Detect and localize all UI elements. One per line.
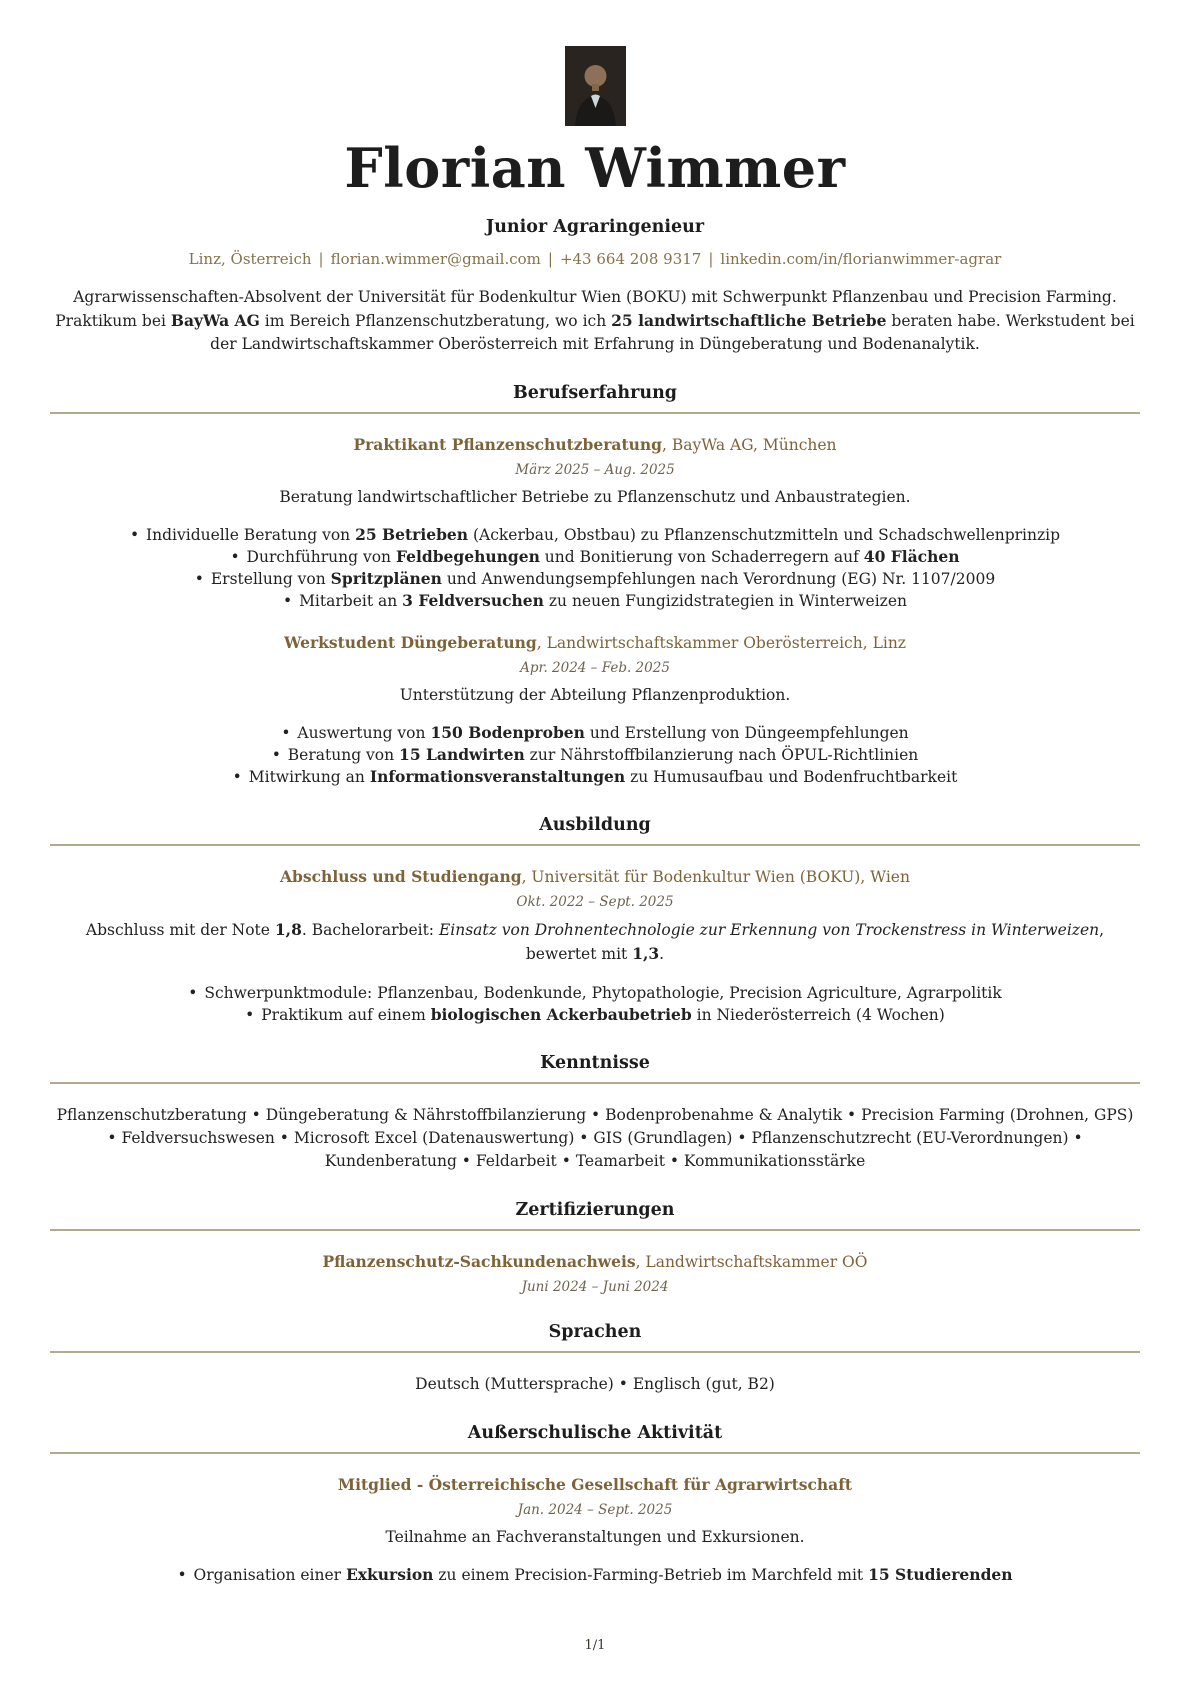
text-segment: in Niederösterreich (4 Wochen) — [691, 1005, 945, 1024]
text-segment: Feldbegehungen — [395, 547, 540, 567]
sections — [50, 383, 1140, 1586]
section-kenntnisse — [50, 1053, 1140, 1174]
contact-location: Linz, Österreich — [188, 249, 312, 268]
bullet-item — [50, 766, 1140, 788]
text-segment: 15 Studierenden — [868, 1565, 1013, 1585]
text-segment: 150 Bodenproben — [430, 723, 585, 743]
contact-email[interactable]: florian.wimmer@gmail.com — [330, 249, 541, 268]
entry-description — [50, 1526, 1140, 1549]
text-segment: Agrarwissenschaften-Absolvent der Universität für Bodenkultur Wien (BOKU) mit Schwerpunkt Pflanzenbau und Precision Farming. Praktikum bei — [55, 287, 1117, 330]
text-segment: und Bonitierung von Schaderregern auf — [539, 548, 864, 567]
bullet-icon: • — [282, 592, 298, 611]
entry-date: Okt. 2022 – Sept. 2025 — [516, 894, 674, 910]
bullet-item — [50, 590, 1140, 612]
bullet-icon: • — [188, 983, 203, 1002]
contact-separator: | — [547, 249, 553, 268]
text-segment: zur Nährstoffbilanzierung nach ÖPUL-Richtlinien — [524, 746, 919, 765]
entry-title — [50, 434, 1140, 457]
text-segment: und Erstellung von Düngeempfehlungen — [584, 724, 909, 743]
bullet-list — [50, 524, 1140, 612]
entry-title-text: Abschluss und Studiengang — [280, 867, 522, 887]
text-segment: Durchführung von — [246, 548, 396, 567]
section-sprachen — [50, 1322, 1140, 1396]
summary-text — [50, 286, 1140, 357]
bullet-icon: • — [232, 768, 247, 787]
text-segment: Individuelle Beratung von — [146, 526, 356, 545]
entry-title — [50, 1251, 1140, 1274]
entry-title — [50, 866, 1140, 889]
bullet-icon: • — [177, 1566, 192, 1585]
entry — [50, 1474, 1140, 1586]
section-divider — [50, 1452, 1140, 1454]
text-segment: Abschluss mit der Note — [85, 921, 275, 939]
person-job-title: Junior Agraringenieur — [485, 216, 705, 237]
section-au-erschulische-aktivit-t — [50, 1423, 1140, 1586]
text-segment: zu einem Precision-Farming-Betrieb im Marchfeld mit — [433, 1566, 869, 1585]
text-segment: beraten habe. Werkstudent bei der Landwirtschaftskammer Oberösterreich mit Erfahrung in Düngeberatung und Bodenanalytik. — [210, 311, 1135, 354]
entry-date: März 2025 – Aug. 2025 — [515, 462, 675, 479]
entry — [50, 866, 1140, 1025]
text-segment: 1,8 — [274, 920, 302, 939]
text-segment: Mitwirkung an — [248, 768, 370, 787]
entry — [50, 1373, 1140, 1396]
text-segment: 40 Flächen — [863, 547, 960, 567]
text-segment: 3 Feldversuchen — [402, 591, 544, 611]
text-segment: biologischen Ackerbaubetrieb — [430, 1004, 692, 1024]
entry-description — [50, 486, 1140, 509]
entry-title-text: Praktikant Pflanzenschutzberatung — [353, 435, 662, 455]
bullet-icon: • — [129, 526, 145, 545]
section-heading: Berufserfahrung — [512, 383, 678, 404]
section-divider — [50, 1229, 1140, 1231]
text-segment: Teilnahme an Fachveranstaltungen und Exkursionen. — [385, 1527, 805, 1546]
entry-date: Jan. 2024 – Sept. 2025 — [517, 1501, 673, 1518]
entry-subtitle: , Landwirtschaftskammer OÖ — [635, 1253, 868, 1272]
portrait-photo — [565, 46, 626, 126]
bullet-item — [50, 1004, 1140, 1026]
text-segment: Pflanzenschutzberatung • Düngeberatung & Nährstoffbilanzierung • Bodenprobenahme & Analytik • Precision Farming (Drohnen, GPS) • Feldversuchswesen • Microsoft Excel (Datenauswertung) • GIS (Grundlagen) • Pflanzenschutzrecht (EU-Verordnungen) • Kundenberatung • Feldarbeit • Teamarbeit • Kommunikationsstärke — [56, 1105, 1134, 1170]
entry-title — [50, 632, 1140, 655]
bullet-item — [50, 722, 1140, 744]
section-divider — [50, 1082, 1140, 1084]
text-segment: zu Humusaufbau und Bodenfruchtbarkeit — [625, 768, 958, 787]
text-segment: 25 landwirtschaftliche Betriebe — [611, 310, 887, 330]
text-segment: BayWa AG — [170, 310, 260, 330]
bullet-icon: • — [230, 548, 245, 567]
text-segment: Deutsch (Muttersprache) • Englisch (gut, B2) — [415, 1374, 775, 1393]
bullet-icon: • — [271, 746, 286, 765]
section-zertifizierungen — [50, 1200, 1140, 1295]
text-segment: 25 Betrieben — [355, 525, 469, 545]
entry-description — [50, 684, 1140, 707]
entry-subtitle: , BayWa AG, München — [662, 436, 837, 455]
bullet-list — [50, 722, 1140, 788]
text-segment: 1,3 — [632, 944, 660, 964]
text-segment: und Anwendungsempfehlungen nach Verordnung (EG) Nr. 1107/2009 — [441, 570, 996, 589]
text-segment: Auswertung von — [297, 724, 431, 743]
bullet-icon: • — [194, 570, 209, 589]
entry-title-text: Werkstudent Düngeberatung — [284, 633, 537, 653]
bullet-item — [50, 744, 1140, 766]
entry-title — [50, 1474, 1140, 1497]
entry-subtitle: , Landwirtschaftskammer Oberösterreich, Linz — [536, 634, 906, 653]
text-segment: Unterstützung der Abteilung Pflanzenproduktion. — [399, 686, 791, 705]
bullet-icon: • — [281, 724, 296, 743]
entry-description — [50, 1373, 1140, 1396]
text-segment: Mitarbeit an — [299, 592, 403, 611]
contact-line — [50, 250, 1140, 268]
section-divider — [50, 412, 1140, 414]
entry — [50, 1104, 1140, 1174]
text-segment: Beratung landwirtschaftlicher Betriebe zu Pflanzenschutz und Anbaustrategien. — [279, 488, 911, 507]
contact-separator: | — [318, 249, 324, 268]
entry-subtitle: , Universität für Bodenkultur Wien (BOKU), Wien — [521, 868, 910, 887]
text-segment: Organisation einer — [193, 1566, 346, 1585]
section-heading: Außerschulische Aktivität — [467, 1423, 723, 1444]
section-heading: Kenntnisse — [540, 1052, 650, 1073]
text-segment: zu neuen Fungizidstrategien in Winterweizen — [543, 592, 907, 611]
section-heading: Sprachen — [548, 1321, 642, 1342]
section-heading: Zertifizierungen — [515, 1200, 675, 1221]
bullet-list — [50, 982, 1140, 1026]
section-ausbildung — [50, 815, 1140, 1025]
text-segment: 15 Landwirten — [399, 745, 525, 765]
entry — [50, 1251, 1140, 1295]
text-segment: . — [659, 945, 665, 964]
contact-phone: +43 664 208 9317 — [559, 249, 702, 268]
text-segment: im Bereich Pflanzenschutzberatung, wo ich — [259, 311, 612, 330]
text-segment: Erstellung von — [210, 570, 331, 589]
bullet-item — [50, 524, 1140, 546]
entry-description — [50, 918, 1140, 967]
entry-date: Apr. 2024 – Feb. 2025 — [520, 660, 670, 677]
bullet-item — [50, 982, 1140, 1004]
entry-date: Juni 2024 – Juni 2024 — [521, 1278, 669, 1295]
text-segment: Beratung von — [287, 746, 400, 765]
contact-linkedin[interactable]: linkedin.com/in/florianwimmer-agrar — [720, 249, 1002, 268]
bullet-item — [50, 546, 1140, 568]
text-segment: Einsatz von Drohnentechnologie zur Erkennung von Trockenstress in Winterweizen — [438, 921, 1100, 939]
bullet-list — [50, 1564, 1140, 1586]
text-segment: Exkursion — [345, 1565, 434, 1585]
person-name: Florian Wimmer — [344, 136, 846, 200]
entry — [50, 434, 1140, 612]
bullet-item — [50, 1564, 1140, 1586]
section-divider — [50, 1351, 1140, 1353]
bullet-item — [50, 568, 1140, 590]
section-divider — [50, 844, 1140, 846]
entry-description — [50, 1104, 1140, 1174]
section-berufserfahrung — [50, 383, 1140, 788]
text-segment: Spritzplänen — [330, 569, 442, 589]
bullet-icon: • — [245, 1005, 260, 1024]
text-segment: Praktikum auf einem — [261, 1005, 431, 1024]
entry-title-text: Mitglied - Österreichische Gesellschaft für Agrarwirtschaft — [337, 1475, 853, 1495]
contact-separator: | — [708, 249, 714, 268]
page-number: 1/1 — [584, 1638, 606, 1653]
text-segment: , bewertet mit — [525, 921, 1105, 964]
entry-title-text: Pflanzenschutz-Sachkundenachweis — [322, 1252, 636, 1272]
text-segment: (Ackerbau, Obstbau) zu Pflanzenschutzmitteln und Schadschwellenprinzip — [468, 526, 1061, 545]
text-segment: . Bachelorarbeit: — [301, 921, 439, 939]
section-heading: Ausbildung — [539, 815, 651, 836]
text-segment: Schwerpunktmodule: Pflanzenbau, Bodenkunde, Phytopathologie, Precision Agriculture, Agrarpolitik — [204, 983, 1002, 1002]
text-segment: Informationsveranstaltungen — [369, 767, 626, 787]
entry — [50, 632, 1140, 788]
